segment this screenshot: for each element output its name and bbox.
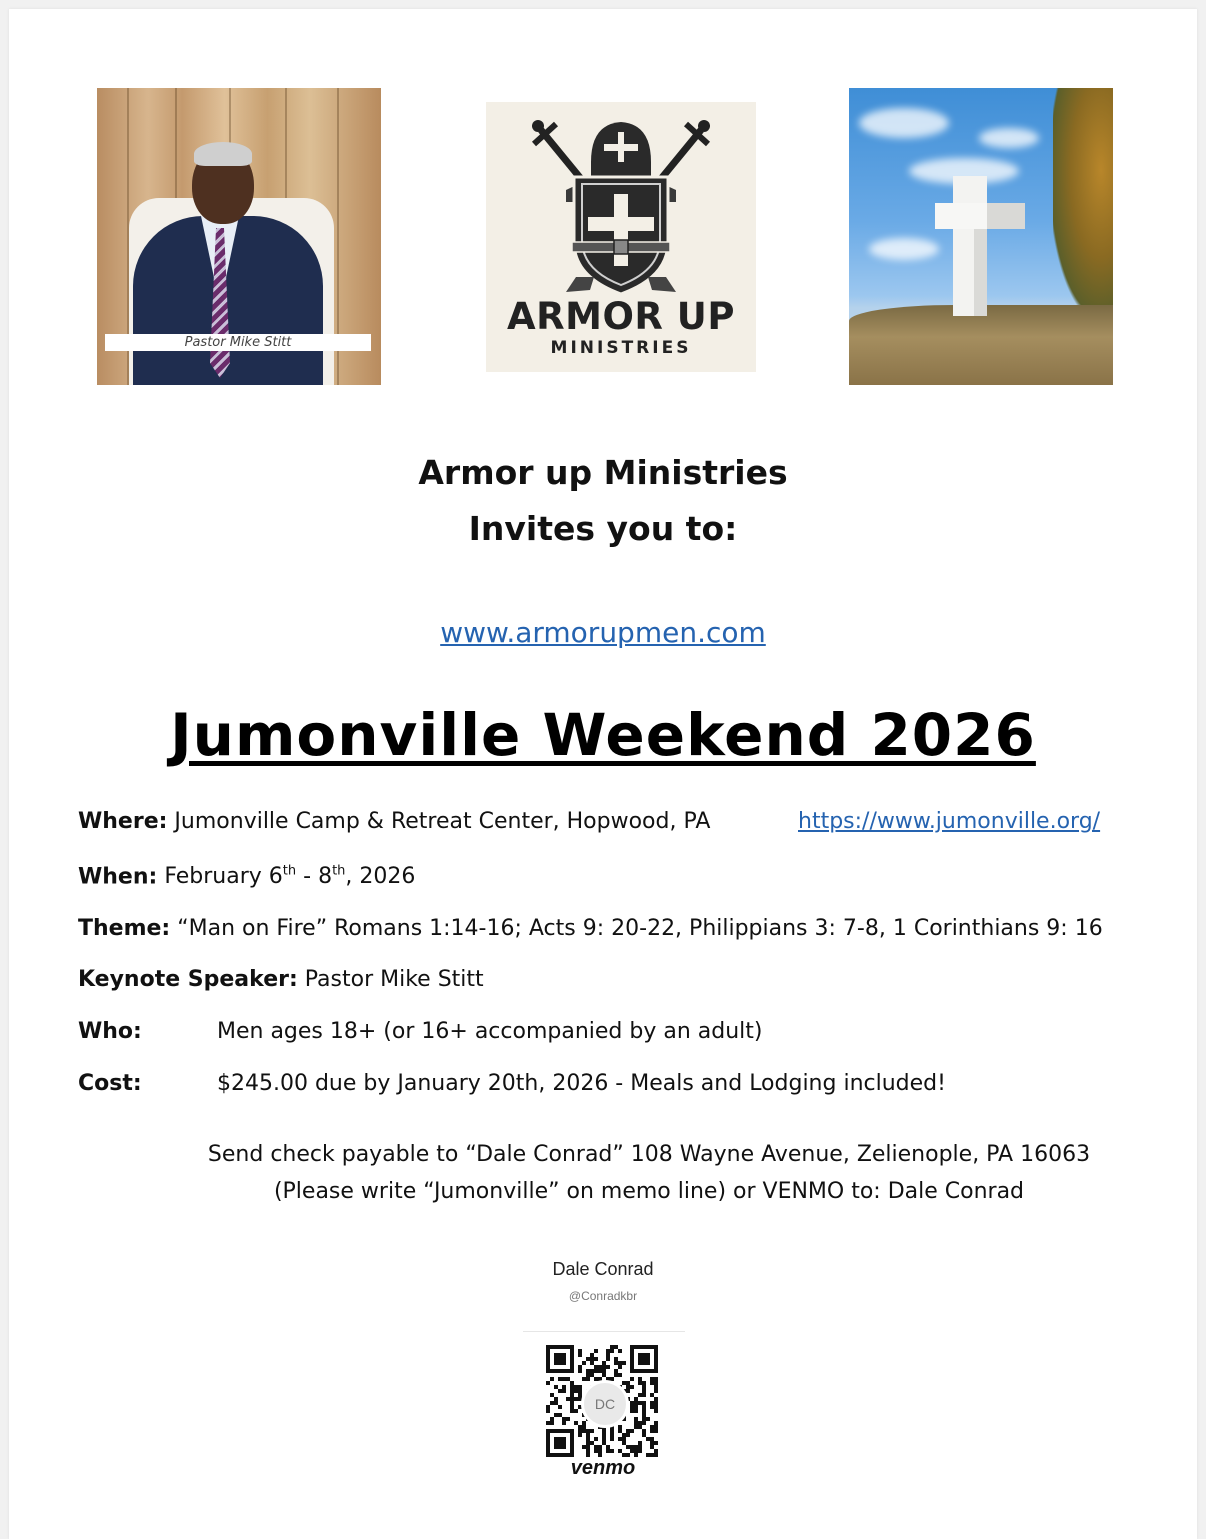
armor-up-logo [486, 102, 756, 372]
speaker-value: Pastor Mike Stitt [304, 967, 484, 992]
where-label: Where: [78, 809, 168, 834]
who-row [78, 1019, 1128, 1044]
when-row [78, 864, 1128, 889]
payment-line-2: (Please write “Jumonville” on memo line) or VENMO to: Dale Conrad [273, 1179, 1025, 1204]
logo-subtitle: MINISTRIES [550, 338, 692, 358]
event-title [9, 701, 1197, 769]
flyer-page [9, 9, 1197, 1539]
theme-row [78, 916, 1128, 941]
theme-label: Theme: [78, 916, 171, 941]
when-end: - 8 [296, 864, 333, 890]
cost-label: Cost: [78, 1071, 142, 1096]
website-link[interactable]: www.armorupmen.com [440, 616, 766, 649]
venmo-handle: @Conradkbr [568, 1289, 638, 1303]
pastor-photo [97, 88, 381, 385]
venmo-name: Dale Conrad [552, 1259, 654, 1279]
when-start-suffix: th [282, 864, 297, 879]
who-value: Men ages 18+ (or 16+ accompanied by an adult) [217, 1019, 763, 1044]
jumonville-link[interactable]: https://www.jumonville.org/ [798, 809, 1101, 834]
invite-line-2: Invites you to: [468, 509, 738, 548]
qr-initials-badge: DC [581, 1380, 629, 1428]
venmo-logo: venmo [570, 1457, 636, 1479]
event-title-text: Jumonville Weekend 2026 [170, 701, 1036, 769]
when-end-suffix: th [332, 864, 346, 879]
payment-line-1: Send check payable to “Dale Conrad” 108 Wayne Avenue, Zelienople, PA 16063 [207, 1142, 1091, 1167]
when-year: , 2026 [345, 864, 416, 890]
when-label: When: [78, 864, 158, 890]
logo-title: ARMOR UP [507, 295, 735, 338]
cross-photo [849, 88, 1113, 385]
when-start: February 6 [164, 864, 283, 890]
speaker-row [78, 967, 1128, 992]
invite-line-1: Armor up Ministries [418, 453, 788, 492]
speaker-label: Keynote Speaker: [78, 967, 298, 992]
venmo-qr-code[interactable] [546, 1345, 658, 1457]
theme-value: “Man on Fire” Romans 1:14-16; Acts 9: 20-22, Philippians 3: 7-8, 1 Corinthians 9: 16 [177, 916, 1103, 941]
cost-row [78, 1071, 1128, 1096]
cost-value: $245.00 due by January 20th, 2026 - Meals and Lodging included! [217, 1071, 946, 1096]
where-value: Jumonville Camp & Retreat Center, Hopwood, PA [174, 809, 711, 834]
who-label: Who: [78, 1019, 142, 1044]
pastor-photo-caption: Pastor Mike Stitt [105, 334, 371, 351]
venmo-divider [523, 1331, 685, 1332]
when-value [164, 864, 415, 889]
